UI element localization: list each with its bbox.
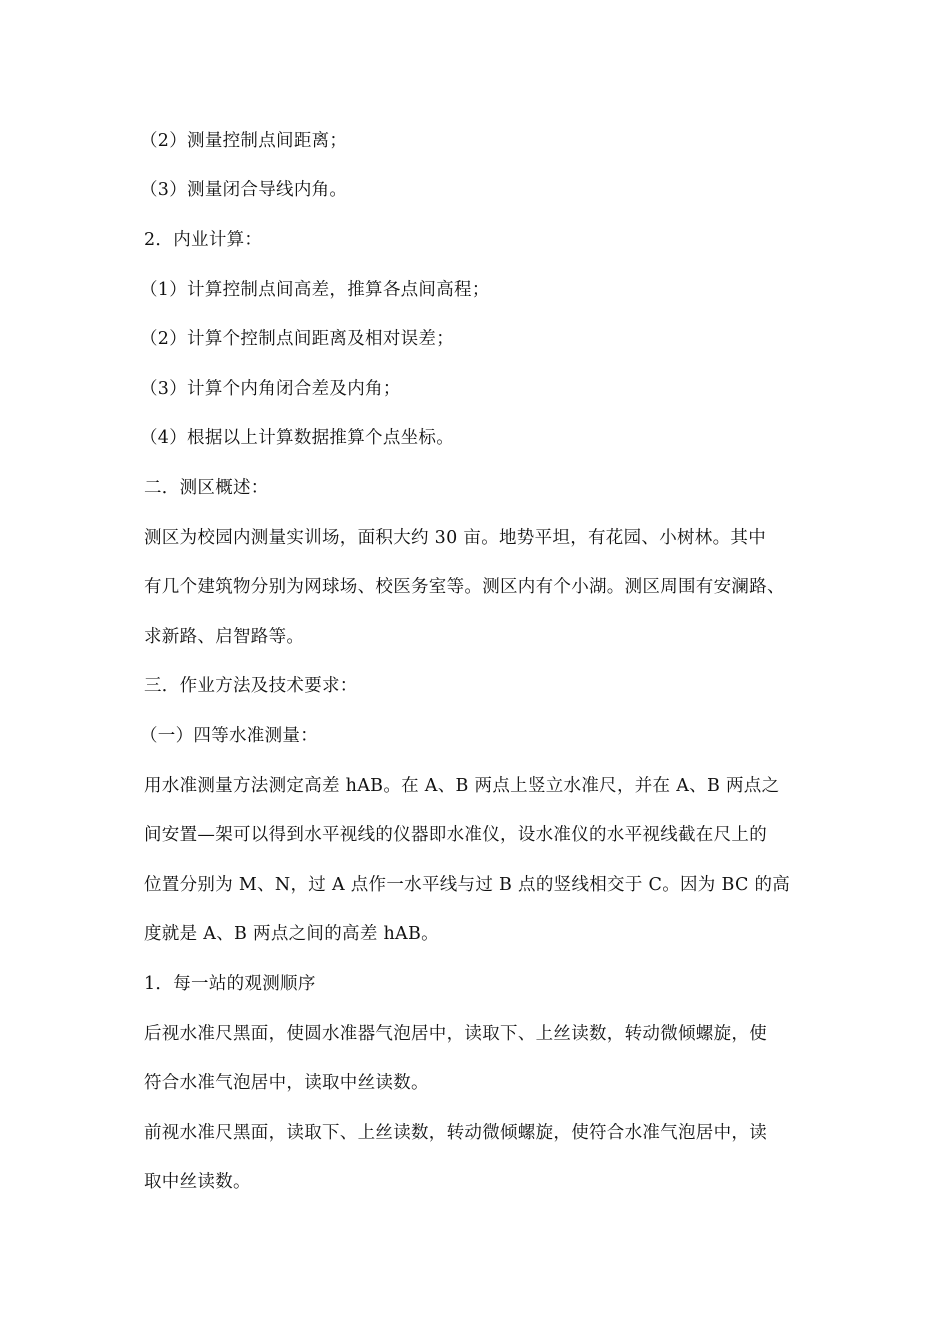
paragraph-line: 间安置—架可以得到水平视线的仪器即水准仪，设水准仪的水平视线截在尺上的 [144, 825, 767, 845]
paragraph-line: 符合水准气泡居中，读取中丝读数。 [144, 1073, 429, 1093]
subsection-heading-leveling: （一）四等水准测量： [140, 726, 318, 746]
paragraph-line: 取中丝读数。 [144, 1172, 251, 1192]
paragraph-line: 前视水准尺黑面，读取下、上丝读数，转动微倾螺旋，使符合水准气泡居中，读 [144, 1123, 767, 1143]
list-item-calc-angles: （3）计算个内角闭合差及内角； [140, 379, 401, 399]
paragraph-line: 有几个建筑物分别为网球场、校医务室等。测区内有个小湖。测区周围有安澜路、 [144, 577, 785, 597]
paragraph-line: 位置分别为 M、N，过 A 点作一水平线与过 B 点的竖线相交于 C。因为 BC 的高 [144, 875, 791, 895]
paragraph-line: 后视水准尺黑面，使圆水准器气泡居中，读取下、上丝读数，转动微倾螺旋，使 [144, 1024, 767, 1044]
paragraph-line: 度就是 A、B 两点之间的高差 hAB。 [144, 924, 439, 944]
paragraph-line: 测区为校园内测量实训场，面积大约 30 亩。地势平坦，有花园、小树林。其中 [144, 528, 766, 548]
list-item-measure-distance: （2）测量控制点间距离； [140, 131, 348, 151]
section-heading-survey-area: 二．测区概述： [144, 478, 269, 498]
section-heading-observation-order: 1．每一站的观测顺序 [144, 974, 316, 994]
paragraph-line: 求新路、启智路等。 [144, 627, 305, 647]
list-item-calc-distance: （2）计算个控制点间距离及相对误差； [140, 329, 455, 349]
section-heading-office-calculation: 2．内业计算： [144, 230, 263, 250]
section-heading-methods: 三．作业方法及技术要求： [144, 676, 358, 696]
paragraph-line: 用水准测量方法测定高差 hAB。在 A、B 两点上竖立水准尺，并在 A、B 两点之 [144, 776, 780, 796]
list-item-calc-elevation: （1）计算控制点间高差，推算各点间高程； [140, 280, 490, 300]
list-item-calc-coordinates: （4）根据以上计算数据推算个点坐标。 [140, 428, 455, 448]
list-item-measure-angles: （3）测量闭合导线内角。 [140, 180, 348, 200]
